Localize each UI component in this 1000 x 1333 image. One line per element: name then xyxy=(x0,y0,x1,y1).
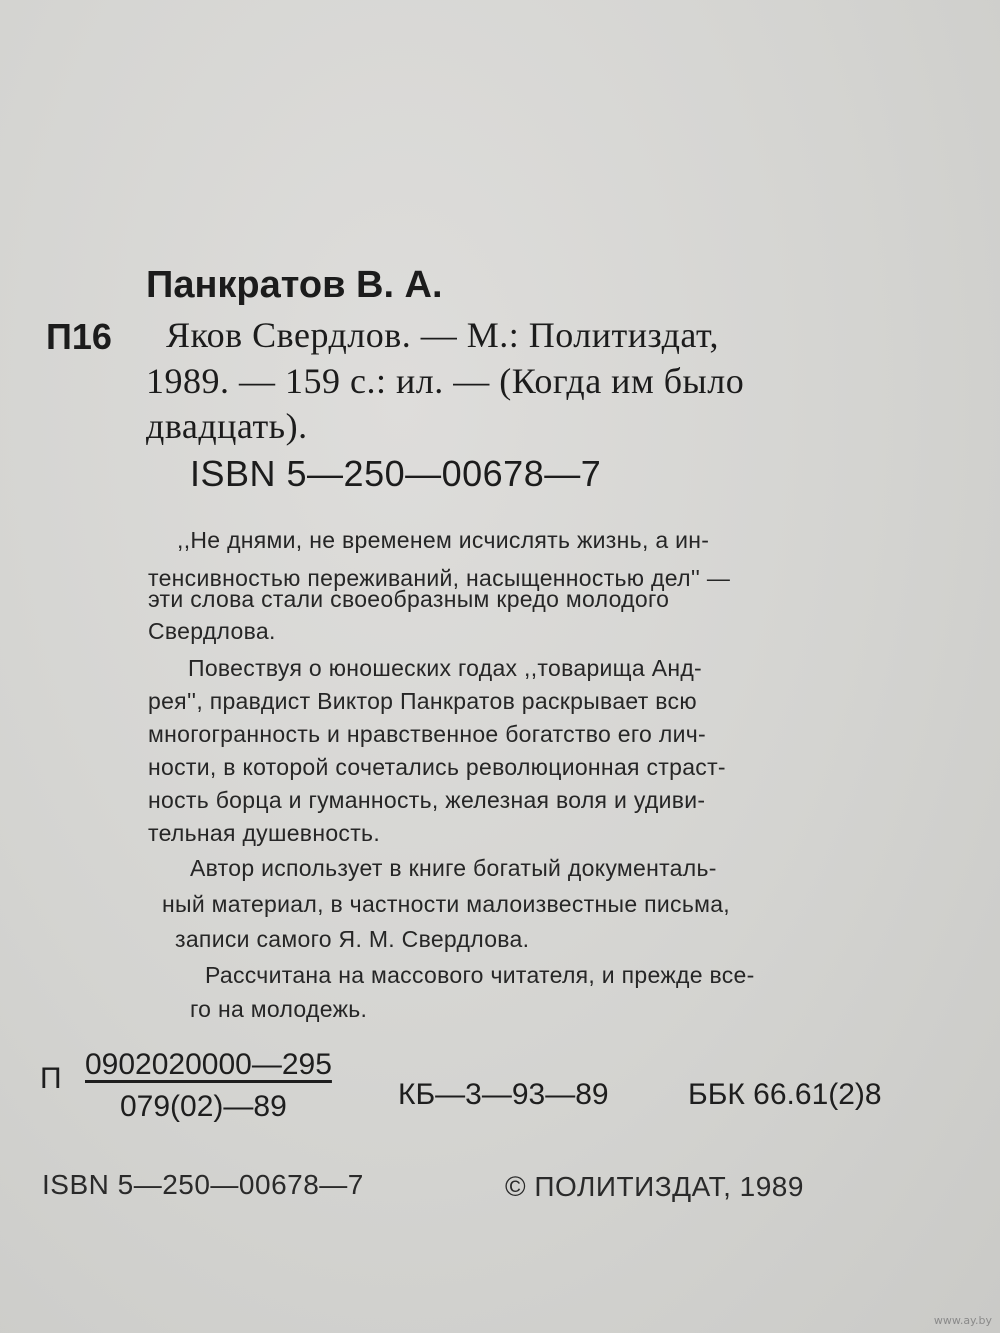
annotation-line: ность борца и гуманность, железная воля и удиви- xyxy=(148,787,706,813)
annotation-line: рея'', правдист Виктор Панкратов раскрывает всю xyxy=(148,688,697,714)
footer-isbn: ISBN 5—250—00678—7 xyxy=(42,1169,364,1200)
annotation-line: Повествуя о юношеских годах ,,товарища Анд- xyxy=(188,655,703,681)
watermark: www.ay.by xyxy=(933,1314,992,1327)
annotation-line: тенсивностью переживаний, насыщенностью дел'' — xyxy=(148,565,731,591)
classification-denominator: 079(02)—89 xyxy=(120,1090,287,1123)
copyright: © ПОЛИТИЗДАТ, 1989 xyxy=(505,1171,804,1202)
annotation-line: эти слова стали своеобразным кредо молодого xyxy=(148,586,670,612)
annotation-line: записи самого Я. М. Свердлова. xyxy=(175,926,530,952)
annotation-line: ,,Не днями, не временем исчислять жизнь, а ин- xyxy=(177,527,710,553)
annotation-line: Автор использует в книге богатый документаль- xyxy=(190,855,717,881)
bib-line-1: Яков Свердлов. — М.: Политиздат, xyxy=(166,315,719,355)
bib-line-3: двадцать). xyxy=(146,406,308,446)
annotation-line: многогранность и нравственное богатство его лич- xyxy=(148,721,706,747)
index-code: П16 xyxy=(46,316,112,357)
classification-letter: П xyxy=(40,1062,62,1095)
author-name: Панкратов В. А. xyxy=(146,264,443,306)
bbk-code: ББК 66.61(2)8 xyxy=(688,1078,882,1111)
kb-code: КБ—3—93—89 xyxy=(398,1078,609,1111)
annotation-line: Свердлова. xyxy=(148,618,276,644)
annotation-line: ный материал, в частности малоизвестные письма, xyxy=(162,891,730,917)
annotation-line: ности, в которой сочетались революционная страст- xyxy=(148,754,726,780)
annotation-line: го на молодежь. xyxy=(190,996,368,1022)
annotation-line: тельная душевность. xyxy=(148,820,381,846)
classification-numerator: 0902020000—295 xyxy=(85,1048,332,1081)
annotation-line: Рассчитана на массового читателя, и прежде все- xyxy=(205,962,755,988)
isbn-main: ISBN 5—250—00678—7 xyxy=(190,453,602,494)
bib-line-2: 1989. — 159 с.: ил. — (Когда им было xyxy=(146,361,745,401)
